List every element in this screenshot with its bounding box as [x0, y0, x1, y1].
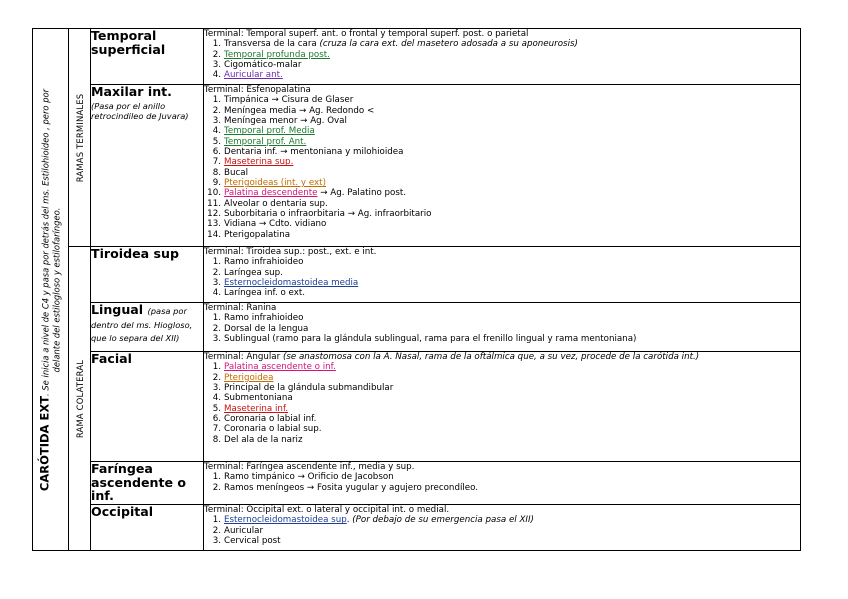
branch-number: 4.: [212, 126, 221, 137]
branch-item: [204, 362, 800, 372]
row-name: Maxilar int.: [91, 84, 172, 99]
row-info-cell: [204, 462, 801, 505]
branch-number: 3.: [212, 278, 221, 289]
branch-list: [204, 257, 800, 298]
row-name-cell: [91, 505, 204, 551]
branch-text: Suborbitaria o infraorbitaria → Ag. infraorbitario: [224, 209, 432, 220]
row-terminal: Terminal: Temporal superf. ant. o frontal y temporal superf. post. o parietal: [204, 29, 529, 39]
branch-text: Principal de la glándula submandibular: [224, 383, 394, 394]
row-name-cell: [91, 85, 204, 247]
row-terminal: Terminal: Ranina: [204, 303, 277, 313]
row-terminal-note: (se anastomosa con la A. Nasal, rama de la oftálmica que, a su vez, procede de la carótida int.): [282, 352, 700, 362]
branch-item: [204, 157, 800, 167]
branch-number: 5.: [212, 136, 221, 147]
branch-list: [204, 515, 800, 546]
branch-text: Laríngea inf. o ext.: [224, 288, 306, 299]
branch-text: Pterigopalatina: [224, 229, 291, 240]
branch-number: 3.: [212, 383, 221, 394]
row-name-text: Lingual: [91, 302, 144, 317]
branch-item: [204, 515, 800, 525]
branch-text: Alveolar o dentaria sup.: [224, 198, 328, 209]
row-name-cell: [91, 303, 204, 352]
branch-list: [204, 39, 800, 80]
branch-number: 3.: [212, 536, 221, 547]
branch-text: Dentaria inf. → mentoniana y milohioidea: [224, 147, 404, 158]
row-name: Tiroidea sup: [91, 246, 180, 261]
row-info-cell: [204, 303, 801, 352]
branch-item: [204, 435, 800, 445]
branch-number: 2.: [212, 267, 221, 278]
row-terminal-text: Terminal: Angular: [204, 352, 283, 362]
branch-text-rest: → Ag. Palatino post.: [317, 188, 407, 199]
branch-number: 1.: [212, 313, 221, 324]
branch-item: [204, 278, 800, 288]
branch-number: 6.: [212, 147, 221, 158]
side-description-cell: [33, 29, 69, 551]
branch-item: [204, 334, 800, 344]
branch-item: [204, 199, 800, 209]
branch-number: 1.: [212, 362, 221, 373]
row-name-cell: [91, 247, 204, 303]
branch-number: 3.: [212, 334, 221, 345]
branch-item: [204, 257, 800, 267]
branch-item: [204, 383, 800, 393]
branch-text: Cigomático-malar: [224, 60, 302, 71]
carotid-table: [32, 28, 801, 551]
branch-text: Coronaria o labial sup.: [224, 424, 322, 435]
row-name-cell: [91, 352, 204, 462]
branch-number: 1.: [212, 95, 221, 106]
side-title: CARÓTIDA EXT: [37, 395, 51, 491]
branch-number: 1.: [212, 515, 221, 526]
branch-text: Ramo timpánico → Orificio de Jacobson: [224, 472, 394, 483]
branch-text: Temporal profunda post.: [224, 49, 330, 60]
branch-number: 8.: [212, 167, 221, 178]
branch-text: Auricular ant.: [224, 70, 283, 81]
row-terminal: Terminal: Tiroidea sup.: post., ext. e int.: [204, 247, 377, 257]
branch-text-rest: .: [346, 515, 353, 526]
branch-list: [204, 313, 800, 344]
branch-text: Coronaria o labial inf.: [224, 414, 317, 425]
branch-text: Timpánica → Cisura de Glaser: [224, 95, 354, 106]
branch-text: Pterigoideas (int. y ext): [224, 178, 326, 189]
group-collateral-cell: [69, 247, 91, 551]
side-description: [39, 88, 62, 490]
branch-text: Maseterina inf.: [224, 403, 289, 414]
branch-number: 4.: [212, 288, 221, 299]
row-terminal: [204, 352, 800, 362]
branch-item: [204, 126, 800, 136]
row-name: Facial: [91, 351, 132, 366]
row-info-cell: [204, 247, 801, 303]
group-terminal-cell: [69, 29, 91, 247]
branch-number: 4.: [212, 393, 221, 404]
row-name-cell: [91, 29, 204, 85]
branch-item: [204, 70, 800, 80]
row-info-cell: [204, 505, 801, 551]
branch-item: [204, 230, 800, 240]
branch-list: [204, 472, 800, 493]
row-name-cell: [91, 462, 204, 505]
branch-number: 5.: [212, 403, 221, 414]
branch-list: [204, 95, 800, 240]
branch-number: 3.: [212, 116, 221, 127]
branch-item: [204, 95, 800, 105]
branch-number: 2.: [212, 372, 221, 383]
row-name: Temporal superficial: [91, 28, 166, 57]
row-info-cell: [204, 85, 801, 247]
branch-item: [204, 268, 800, 278]
branch-text: Submentoniana: [224, 393, 293, 404]
branch-list: [204, 362, 800, 445]
branch-number: 9.: [212, 178, 221, 189]
branch-number: 12.: [207, 209, 221, 220]
row-terminal: Terminal: Esfenopalatina: [204, 85, 311, 95]
branch-text: Ramo infrahioideo: [224, 257, 304, 268]
branch-text: Ramo infrahioideo: [224, 313, 304, 324]
branch-number: 3.: [212, 60, 221, 71]
row-name: Occipital: [91, 504, 154, 519]
side-desc-line1: . Se inicia a nivel de C4 y pasa por detrás del ms. Estilohioideo , pero por: [40, 88, 50, 396]
branch-item: [204, 219, 800, 229]
branch-number: 8.: [212, 434, 221, 445]
branch-item: [204, 147, 800, 157]
branch-number: 2.: [212, 482, 221, 493]
branch-text: Temporal prof. Media: [224, 126, 315, 137]
branch-text: Esternocleidomastoidea media: [224, 278, 359, 289]
branch-number: 7.: [212, 157, 221, 168]
branch-number: 7.: [212, 424, 221, 435]
branch-text: Laríngea sup.: [224, 267, 283, 278]
branch-text: Palatina ascendente o inf.: [224, 362, 336, 373]
branch-text: Meníngea menor → Ag. Oval: [224, 116, 347, 127]
branch-text: Vidiana → Cdto. vidiano: [224, 219, 327, 230]
branch-number: 2.: [212, 323, 221, 334]
row-terminal: Terminal: Faríngea ascendente inf., media y sup.: [204, 462, 415, 472]
row-name: [91, 303, 203, 344]
branch-item: [204, 188, 800, 198]
branch-item: [204, 39, 800, 49]
branch-text: Palatina descendente: [224, 188, 318, 199]
branch-item: [204, 137, 800, 147]
branch-number: 1.: [212, 472, 221, 483]
branch-text: Dorsal de la lengua: [224, 323, 309, 334]
branch-text: Auricular: [224, 525, 264, 536]
group-label-terminal: RAMAS TERMINALES: [74, 93, 85, 182]
branch-text: Pterigoidea: [224, 372, 274, 383]
branch-number: 1.: [212, 257, 221, 268]
branch-item: [204, 288, 800, 298]
branch-number: 1.: [212, 39, 221, 50]
branch-text: Transversa de la cara: [224, 39, 320, 50]
branch-text: Sublingual (ramo para la glándula sublingual, rama para el frenillo lingual y rama mentoniana): [224, 334, 637, 345]
row-terminal: Terminal: Occipital ext. o lateral y occipital int. o medial.: [204, 505, 450, 515]
row-name: Faríngea ascendente o inf.: [91, 461, 187, 503]
branch-text: Cervical post: [224, 536, 281, 547]
branch-number: 14.: [207, 229, 221, 240]
branch-number: 2.: [212, 49, 221, 60]
branch-item: [204, 536, 800, 546]
branch-number: 6.: [212, 414, 221, 425]
branch-item: [204, 483, 800, 493]
branch-item: [204, 106, 800, 116]
row-info-cell: [204, 29, 801, 85]
branch-item: [204, 424, 800, 434]
branch-text: Meníngea media → Ag. Redondo <: [224, 105, 375, 116]
branch-note: (Por debajo de su emergencia pasa el XII): [352, 515, 534, 526]
branch-number: 11.: [207, 198, 221, 209]
branch-item: [204, 324, 800, 334]
branch-item: [204, 116, 800, 126]
branch-item: [204, 209, 800, 219]
row-subtitle: (Pasa por el anillo retrocindileo de Juvara): [91, 100, 189, 121]
side-desc-line2: delante del estilogloso y estilofaríngeo.: [51, 207, 61, 372]
branch-text: Bucal: [224, 167, 248, 178]
branch-item: [204, 178, 800, 188]
branch-number: 10.: [207, 188, 221, 199]
branch-item: [204, 60, 800, 70]
branch-note: (cruza la cara ext. del masetero adosada a su aponeurosis): [319, 39, 578, 50]
branch-item: [204, 313, 800, 323]
branch-item: [204, 414, 800, 424]
branch-text: Del ala de la nariz: [224, 434, 303, 445]
branch-item: [204, 526, 800, 536]
group-label-collateral: RAMA COLATERAL: [74, 359, 85, 438]
branch-number: 2.: [212, 105, 221, 116]
branch-number: 13.: [207, 219, 221, 230]
branch-text: Temporal prof. Ant.: [224, 136, 307, 147]
branch-text: Ramos meníngeos → Fosita yugular y agujero precondíleo.: [224, 482, 479, 493]
branch-item: [204, 404, 800, 414]
branch-item: [204, 393, 800, 403]
row-info-cell: [204, 352, 801, 462]
branch-item: [204, 472, 800, 482]
branch-item: [204, 373, 800, 383]
row-subtitle: (pasa por dentro del ms. Hiogloso, que lo separa del XII): [91, 306, 193, 343]
branch-item: [204, 50, 800, 60]
branch-number: 4.: [212, 70, 221, 81]
branch-text: Maseterina sup.: [224, 157, 294, 168]
branch-item: [204, 168, 800, 178]
branch-text: Esternocleidomastoidea sup: [224, 515, 347, 526]
branch-number: 2.: [212, 525, 221, 536]
